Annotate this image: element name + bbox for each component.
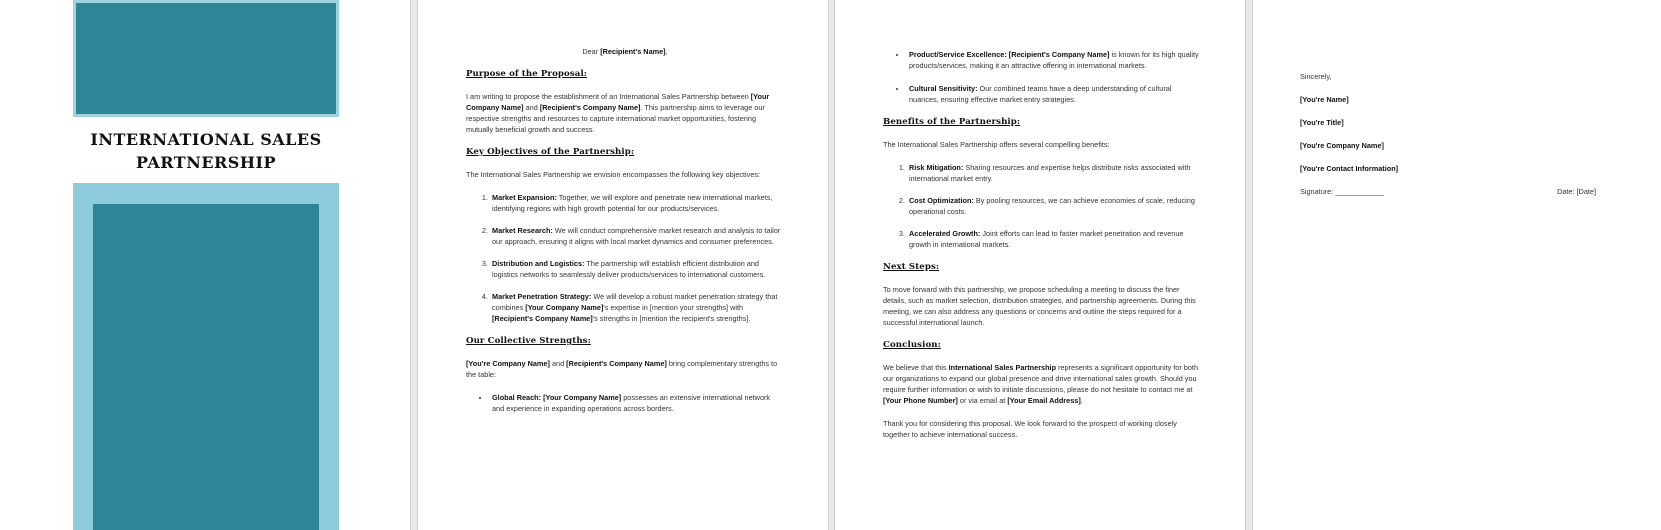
strength-label: Product/Service Excellence: — [909, 50, 1007, 59]
letter-page-1 — [418, 0, 828, 530]
strengths-list — [466, 392, 784, 414]
signature-block — [1300, 71, 1596, 197]
salutation-prefix: Dear — [582, 47, 601, 56]
cover-title-line-1: INTERNATIONAL SALES — [90, 130, 322, 149]
cover-title — [60, 128, 352, 174]
conclusion-phone: [Your Phone Number] — [883, 396, 958, 405]
date-field: Date: [Date] — [1557, 187, 1596, 196]
conclusion-partnership: International Sales Partnership — [948, 363, 1057, 372]
objective-text: Together, we will explore and penetrate new international markets, identifying regions with high growth potential for our products/services. — [492, 193, 773, 213]
conclusion-text-4: . — [1080, 396, 1083, 405]
strengths-recipient-company: [Recipient's Company Name] — [566, 359, 667, 368]
objective-label: Market Penetration Strategy: — [492, 292, 592, 301]
cover-page — [0, 0, 410, 530]
thanks-paragraph: Thank you for considering this proposal. We look forward to the prospect of working closely together to achieve international success. — [883, 419, 1177, 439]
conclusion-text-1: We believe that this — [883, 363, 949, 372]
strengths-intro — [466, 358, 784, 380]
conclusion-heading: Conclusion: — [883, 340, 941, 350]
strength-item — [907, 49, 1201, 71]
next-steps-paragraph: To move forward with this partnership, we propose scheduling a meeting to discuss the finer details, such as market selection, distribution strategies, and partnership agreements. During this meeting, we can also address any questions or concerns and outline the steps required for a successful international launch. — [883, 285, 1196, 327]
letter-page-2 — [835, 0, 1245, 530]
objective-label: Distribution and Logistics: — [492, 259, 585, 268]
objective-label: Market Expansion: — [492, 193, 557, 202]
purpose-paragraph — [466, 91, 784, 135]
objective-text: 's strengths in [mention the recipient's strengths]. — [592, 314, 751, 323]
conclusion-email: [Your Email Address] — [1007, 396, 1081, 405]
signature-line: Signature: ____________ — [1300, 187, 1384, 196]
strength-company: [Your Company Name] — [543, 393, 622, 402]
strength-label: Cultural Sensitivity: — [909, 84, 978, 93]
cover-top-panel — [73, 0, 339, 117]
benefits-heading: Benefits of the Partnership: — [883, 117, 1021, 127]
sender-name: [You're Name] — [1300, 95, 1349, 104]
objective-item — [490, 225, 784, 247]
benefit-text: Joint efforts can lead to faster market penetration and revenue growth in international markets. — [909, 229, 1184, 249]
purpose-text-2: and — [523, 103, 540, 112]
strength-label: Global Reach: — [492, 393, 542, 402]
strength-item — [907, 83, 1201, 105]
page-2-content — [466, 46, 784, 426]
objective-company: [Your Company Name] — [525, 303, 604, 312]
objective-text: We will conduct comprehensive market research and analysis to tailor our approach, ensuring it aligns with local market dynamics and consumer preferences. — [492, 226, 781, 246]
benefit-text: By pooling resources, we can achieve economies of scale, reducing operational costs. — [909, 196, 1195, 216]
strengths-text-1: and — [549, 359, 567, 368]
objectives-intro: The International Sales Partnership we envision encompasses the following key objectives: — [466, 170, 761, 179]
benefit-item — [907, 162, 1201, 184]
benefit-item — [907, 195, 1201, 217]
purpose-recipient-company: [Recipient's Company Name] — [539, 103, 641, 112]
benefit-label: Cost Optimization: — [909, 196, 974, 205]
objective-text: The partnership will establish efficient distribution and logistics networks to seamlessly deliver products/services to international customers. — [492, 259, 766, 279]
objectives-heading: Key Objectives of the Partnership: — [466, 147, 635, 157]
benefits-intro: The International Sales Partnership offers several compelling benefits: — [883, 140, 1110, 149]
cover-title-line-2: PARTNERSHIP — [135, 153, 276, 172]
benefit-label: Risk Mitigation: — [909, 163, 964, 172]
strength-item — [490, 392, 784, 414]
benefits-list — [883, 162, 1201, 250]
strengths-text-2: bring complementary strengths to the table: — [466, 359, 778, 379]
closing: Sincerely, — [1300, 72, 1332, 81]
recipient-name: [Recipient's Name] — [600, 47, 666, 56]
salutation — [466, 46, 784, 57]
strength-recipient-company: [Recipient's Company Name] — [1008, 50, 1110, 59]
objective-text: 's expertise in [mention your strengths] with — [603, 303, 744, 312]
conclusion-text-2: represents a significant opportunity for both our organizations to expand our global presence and drive international sales growth. Should you require further information or wish to initiate discussions, please do not hesitate to contact me at — [883, 363, 1199, 394]
conclusion-paragraph — [883, 362, 1201, 406]
objective-label: Market Research: — [492, 226, 553, 235]
letter-page-3 — [1253, 0, 1661, 530]
salutation-suffix: , — [665, 47, 668, 56]
conclusion-text-3: or via email at — [957, 396, 1008, 405]
benefit-label: Accelerated Growth: — [909, 229, 981, 238]
purpose-text-1: I am writing to propose the establishment of an International Sales Partnership between — [466, 92, 751, 101]
next-steps-heading: Next Steps: — [883, 262, 940, 272]
sender-company: [You're Company Name] — [1300, 141, 1384, 150]
strength-text: possesses an extensive international network and experience in expanding operations across borders. — [492, 393, 771, 413]
purpose-company: [Your Company Name] — [466, 92, 770, 112]
objective-item — [490, 258, 784, 280]
objective-text: We will develop a robust market penetration strategy that combines — [492, 292, 778, 312]
strengths-heading: Our Collective Strengths: — [466, 336, 591, 346]
purpose-heading: Purpose of the Proposal: — [466, 69, 588, 79]
cover-bottom-frame — [73, 183, 339, 530]
benefit-item — [907, 228, 1201, 250]
strength-text: Our combined teams have a deep understanding of cultural nuances, ensuring effective market entry strategies. — [909, 84, 1172, 104]
page-3-content — [883, 49, 1201, 452]
objectives-list — [466, 192, 784, 324]
purpose-text-3: . This partnership aims to leverage our respective strengths and resources to capture international market opportunities, fostering mutually beneficial growth and success. — [466, 103, 765, 134]
signature-row — [1300, 186, 1596, 197]
strengths-company: [You're Company Name] — [466, 359, 550, 368]
sender-contact: [You're Contact Information] — [1300, 164, 1399, 173]
strength-text: is known for its high quality products/services, making it an attractive offering in international markets. — [909, 50, 1199, 70]
strengths-list-continued — [883, 49, 1201, 105]
sender-title: [You're Title] — [1300, 118, 1344, 127]
benefit-text: Sharing resources and expertise helps distribute risks associated with international market entry. — [909, 163, 1191, 183]
objective-recipient-company: [Recipient's Company Name] — [492, 314, 593, 323]
objective-item — [490, 291, 784, 324]
cover-bottom-panel — [93, 204, 319, 530]
objective-item — [490, 192, 784, 214]
